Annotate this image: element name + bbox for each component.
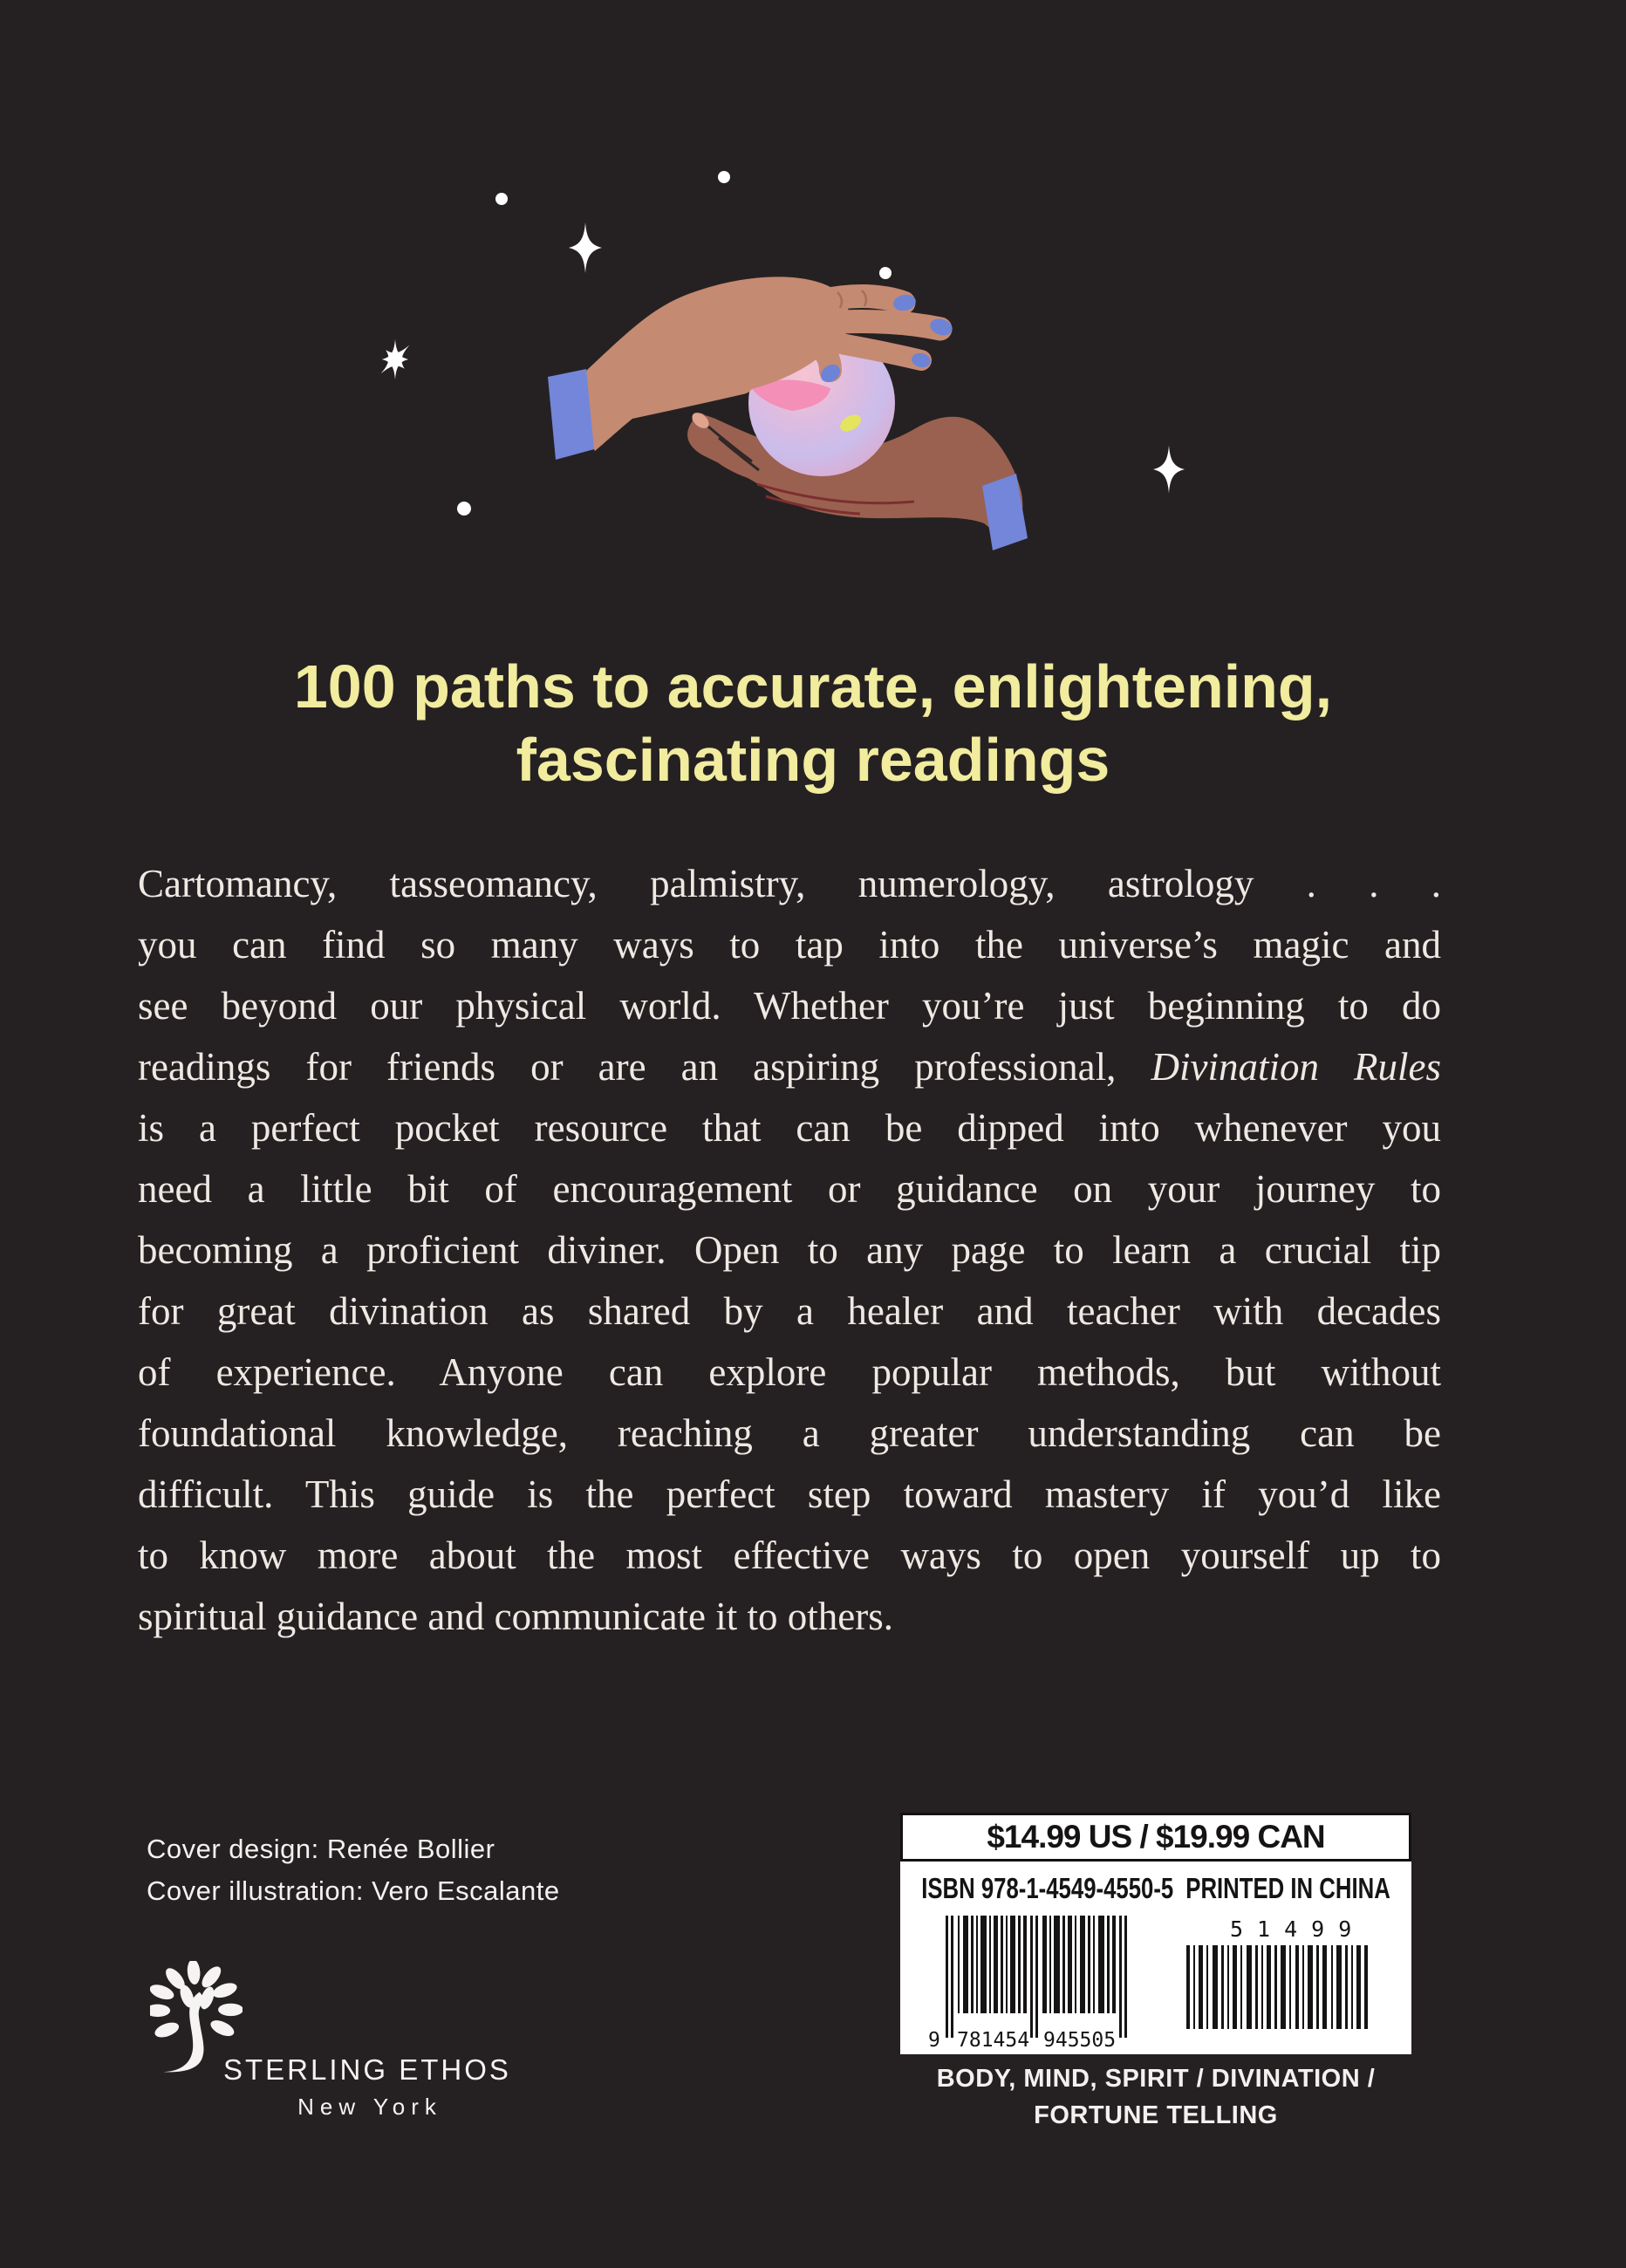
category-label (900, 2060, 1411, 2134)
upper-sleeve (548, 369, 594, 460)
tagline (0, 650, 1626, 796)
publisher-name: STERLING ETHOS (223, 2053, 511, 2086)
barcode-digits-group1: 781454 (957, 2029, 1030, 2048)
blurb-line: becoming a proficient diviner. Open to any page to learn a crucial tip (138, 1228, 1441, 1272)
blurb-line: need a little bit of encouragement or guidance on your journey to (138, 1167, 1441, 1211)
lower-sleeve (982, 474, 1028, 550)
publisher-city: New York (297, 2094, 442, 2120)
blurb-line: to know more about the most effective ways to open yourself up to (138, 1534, 1441, 1577)
blurb-line: you can find so many ways to tap into the universe’s magic and (138, 923, 1441, 967)
supplement-barcode (1186, 1917, 1368, 2029)
ean-barcode (925, 1916, 1153, 2048)
blurb-line: is a perfect pocket resource that can be dipped into whenever you (138, 1106, 1441, 1150)
tagline-line1: 100 paths to accurate, enlightening, (293, 652, 1333, 721)
blurb-line: Cartomancy, tasseomancy, palmistry, numerology, astrology . . . (138, 862, 1441, 905)
book-title-italic: Divination Rules (1151, 1045, 1441, 1089)
star-dot-icon (879, 267, 892, 279)
burst-star-icon (372, 336, 419, 383)
barcode-digits-group2: 945505 (1043, 2029, 1117, 2048)
price-label: $14.99 US / $19.99 CAN (900, 1813, 1411, 1862)
credits (147, 1828, 560, 1912)
category-line1: BODY, MIND, SPIRIT / DIVINATION / (936, 2065, 1376, 2093)
blurb-line: difficult. This guide is the perfect step toward mastery if you’d like (138, 1472, 1441, 1516)
blurb-line: for great divination as shared by a healer and teacher with decades (138, 1289, 1441, 1333)
back-cover-blurb (138, 853, 1441, 1647)
crystal-ball-illustration (349, 161, 1213, 571)
star-dot-icon (718, 171, 730, 183)
blurb-line: see beyond our physical world. Whether you’re just beginning to do (138, 984, 1441, 1028)
tagline-line2: fascinating readings (516, 726, 1110, 794)
sparkle-icon (569, 222, 602, 273)
retail-block (900, 1813, 1411, 2054)
barcode-digit-left: 9 (928, 2029, 940, 2048)
printed-in-label: PRINTED IN CHINA (1185, 1872, 1390, 1904)
category-line2: FORTUNE TELLING (1034, 2101, 1278, 2129)
isbn-line (921, 1872, 1390, 1905)
star-dot-icon (495, 193, 508, 205)
blurb-line: spiritual guidance and communicate it to others. (138, 1595, 894, 1638)
barcode-panel (900, 1862, 1411, 2054)
sparkle-icon (1153, 445, 1185, 493)
blurb-line: readings for friends or are an aspiring professional, Divination Rules (138, 1045, 1441, 1089)
isbn-number: ISBN 978-1-4549-4550-5 (921, 1872, 1174, 1904)
blurb-line: of experience. Anyone can explore popular methods, but without (138, 1350, 1441, 1394)
star-dot-icon (457, 502, 471, 516)
cover-design-credit: Cover design: Renée Bollier (147, 1834, 495, 1864)
blurb-line: foundational knowledge, reaching a greater understanding can be (138, 1411, 1441, 1455)
supplement-digits: 51499 (1230, 1917, 1366, 1942)
cover-illustration-credit: Cover illustration: Vero Escalante (147, 1875, 560, 1906)
